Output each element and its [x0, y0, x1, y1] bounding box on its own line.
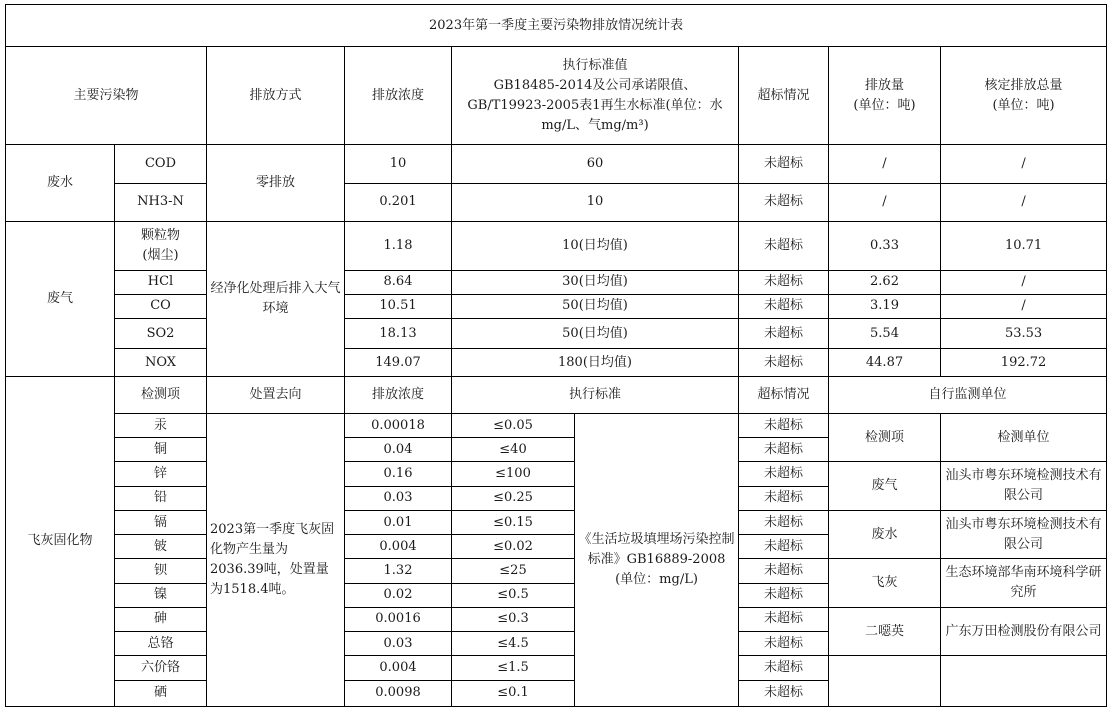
table-row	[6, 270, 1107, 294]
flyash-item: 硒	[115, 680, 207, 706]
concentration-value: 10	[345, 145, 452, 183]
flyash-limit: ≤0.1	[452, 680, 575, 706]
total-amount: 53.53	[941, 319, 1107, 349]
monitor-col-item: 检测项	[829, 414, 941, 462]
standard-value: 10(日均值)	[452, 222, 739, 270]
header-flyash-standard: 执行标准	[452, 376, 739, 413]
flyash-item: 铍	[115, 535, 207, 559]
flyash-concentration: 0.16	[345, 462, 452, 486]
flyash-concentration: 0.03	[345, 632, 452, 656]
monitor-unit: 汕头市粤东环境检测技术有限公司	[941, 510, 1107, 558]
header-exceed: 超标情况	[739, 47, 829, 145]
standard-value: 60	[452, 145, 739, 183]
header-row	[6, 47, 1107, 145]
emission-method: 零排放	[207, 145, 345, 222]
concentration-value: 8.64	[345, 270, 452, 294]
flyash-limit: ≤1.5	[452, 656, 575, 680]
table-title: 2023年第一季度主要污染物排放情况统计表	[6, 5, 1107, 47]
table-row	[6, 414, 1107, 438]
flyash-exceed-status: 未超标	[739, 535, 829, 559]
emission-amount: 3.19	[829, 294, 941, 318]
header-self-monitoring: 自行监测单位	[829, 376, 1107, 413]
flyash-limit: ≤4.5	[452, 632, 575, 656]
header-flyash-exceed: 超标情况	[739, 376, 829, 413]
flyash-concentration: 1.32	[345, 559, 452, 583]
table-row	[6, 319, 1107, 349]
standard-value: 10	[452, 183, 739, 221]
monitor-item: 废水	[829, 510, 941, 558]
flyash-exceed-status: 未超标	[739, 462, 829, 486]
flyash-concentration: 0.01	[345, 510, 452, 534]
header-total: 核定排放总量 (单位：吨)	[941, 47, 1107, 145]
flyash-item: 砷	[115, 607, 207, 631]
standard-value: 30(日均值)	[452, 270, 739, 294]
table-row	[6, 222, 1107, 270]
header-amount: 排放量 (单位：吨)	[829, 47, 941, 145]
flyash-disposal-note: 2023第一季度飞灰固化物产生量为2036.39吨，处置量为1518.4吨。	[207, 414, 345, 707]
table-row	[6, 349, 1107, 376]
total-amount: /	[941, 270, 1107, 294]
exceed-status: 未超标	[739, 294, 829, 318]
flyash-limit: ≤0.3	[452, 607, 575, 631]
flyash-exceed-status: 未超标	[739, 656, 829, 680]
flyash-concentration: 0.004	[345, 656, 452, 680]
pollutant-item: 颗粒物 (烟尘)	[115, 222, 207, 270]
exceed-status: 未超标	[739, 319, 829, 349]
pollutant-item: HCl	[115, 270, 207, 294]
flyash-standard-text: 《生活垃圾填埋场污染控制标准》GB16889-2008 (单位：mg/L)	[575, 414, 739, 707]
flyash-limit: ≤0.25	[452, 486, 575, 510]
header-method: 排放方式	[207, 47, 345, 145]
emission-amount: 44.87	[829, 349, 941, 376]
flyash-concentration: 0.004	[345, 535, 452, 559]
flyash-limit: ≤40	[452, 438, 575, 462]
total-amount: /	[941, 294, 1107, 318]
category-wastegas: 废气	[6, 222, 115, 377]
standard-value: 180(日均值)	[452, 349, 739, 376]
flyash-item: 钡	[115, 559, 207, 583]
concentration-value: 1.18	[345, 222, 452, 270]
flyash-concentration: 0.0016	[345, 607, 452, 631]
flyash-exceed-status: 未超标	[739, 680, 829, 706]
flyash-concentration: 0.00018	[345, 414, 452, 438]
header-flyash-disposal: 处置去向	[207, 376, 345, 413]
concentration-value: 149.07	[345, 349, 452, 376]
flyash-exceed-status: 未超标	[739, 559, 829, 583]
flyash-exceed-status: 未超标	[739, 438, 829, 462]
flyash-limit: ≤100	[452, 462, 575, 486]
emission-amount: /	[829, 145, 941, 183]
flyash-item: 六价铬	[115, 656, 207, 680]
exceed-status: 未超标	[739, 222, 829, 270]
flyash-item: 铜	[115, 438, 207, 462]
header-flyash-item: 检测项	[115, 376, 207, 413]
flyash-limit: ≤0.15	[452, 510, 575, 534]
pollutant-item: COD	[115, 145, 207, 183]
flyash-item: 汞	[115, 414, 207, 438]
flyash-exceed-status: 未超标	[739, 510, 829, 534]
table-row	[6, 510, 1107, 534]
flyash-exceed-status: 未超标	[739, 583, 829, 607]
table-row	[6, 145, 1107, 183]
flyash-exceed-status: 未超标	[739, 486, 829, 510]
header-standard: 执行标准值 GB18485-2014及公司承诺限值、GB/T19923-2005表1再生水标准(单位：水mg/L、气mg/m³)	[452, 47, 739, 145]
emission-amount: 0.33	[829, 222, 941, 270]
header-concentration: 排放浓度	[345, 47, 452, 145]
exceed-status: 未超标	[739, 145, 829, 183]
flyash-item: 镍	[115, 583, 207, 607]
concentration-value: 18.13	[345, 319, 452, 349]
table-row	[6, 559, 1107, 583]
table-row	[6, 462, 1107, 486]
flyash-limit: ≤25	[452, 559, 575, 583]
monitor-item: 废气	[829, 462, 941, 510]
monitor-col-unit: 检测单位	[941, 414, 1107, 462]
flyash-limit: ≤0.5	[452, 583, 575, 607]
concentration-value: 0.201	[345, 183, 452, 221]
standard-value: 50(日均值)	[452, 294, 739, 318]
emission-method: 经净化处理后排入大气环境	[207, 222, 345, 377]
flyash-exceed-status: 未超标	[739, 632, 829, 656]
emission-amount: 2.62	[829, 270, 941, 294]
flyash-exceed-status: 未超标	[739, 607, 829, 631]
monitor-item: 飞灰	[829, 559, 941, 607]
total-amount: /	[941, 145, 1107, 183]
flyash-limit: ≤0.02	[452, 535, 575, 559]
pollutant-emission-table	[5, 4, 1107, 707]
title-row	[6, 5, 1107, 47]
emission-amount: 5.54	[829, 319, 941, 349]
flyash-concentration: 0.04	[345, 438, 452, 462]
category-flyash: 飞灰固化物	[6, 376, 115, 706]
total-amount: /	[941, 183, 1107, 221]
flyash-header-row	[6, 376, 1107, 413]
exceed-status: 未超标	[739, 270, 829, 294]
table-row	[6, 294, 1107, 318]
pollutant-item: NOX	[115, 349, 207, 376]
pollutant-item: CO	[115, 294, 207, 318]
flyash-limit: ≤0.05	[452, 414, 575, 438]
flyash-item: 镉	[115, 510, 207, 534]
total-amount: 192.72	[941, 349, 1107, 376]
flyash-concentration: 0.0098	[345, 680, 452, 706]
pollutant-item: SO2	[115, 319, 207, 349]
pollutant-item: NH3-N	[115, 183, 207, 221]
flyash-item: 锌	[115, 462, 207, 486]
header-flyash-concentration: 排放浓度	[345, 376, 452, 413]
monitor-unit: 广东万田检测股份有限公司	[941, 607, 1107, 655]
table-row	[6, 183, 1107, 221]
standard-value: 50(日均值)	[452, 319, 739, 349]
table-row	[6, 656, 1107, 680]
flyash-concentration: 0.03	[345, 486, 452, 510]
monitor-empty-cell	[941, 656, 1107, 707]
exceed-status: 未超标	[739, 183, 829, 221]
exceed-status: 未超标	[739, 349, 829, 376]
table-row	[6, 607, 1107, 631]
flyash-item: 总铬	[115, 632, 207, 656]
monitor-empty-cell	[829, 656, 941, 707]
category-wastewater: 废水	[6, 145, 115, 222]
total-amount: 10.71	[941, 222, 1107, 270]
monitor-unit: 生态环境部华南环境科学研究所	[941, 559, 1107, 607]
monitor-unit: 汕头市粤东环境检测技术有限公司	[941, 462, 1107, 510]
flyash-exceed-status: 未超标	[739, 414, 829, 438]
monitor-item: 二噁英	[829, 607, 941, 655]
concentration-value: 10.51	[345, 294, 452, 318]
header-pollutant: 主要污染物	[6, 47, 207, 145]
flyash-item: 铅	[115, 486, 207, 510]
flyash-concentration: 0.02	[345, 583, 452, 607]
emission-amount: /	[829, 183, 941, 221]
